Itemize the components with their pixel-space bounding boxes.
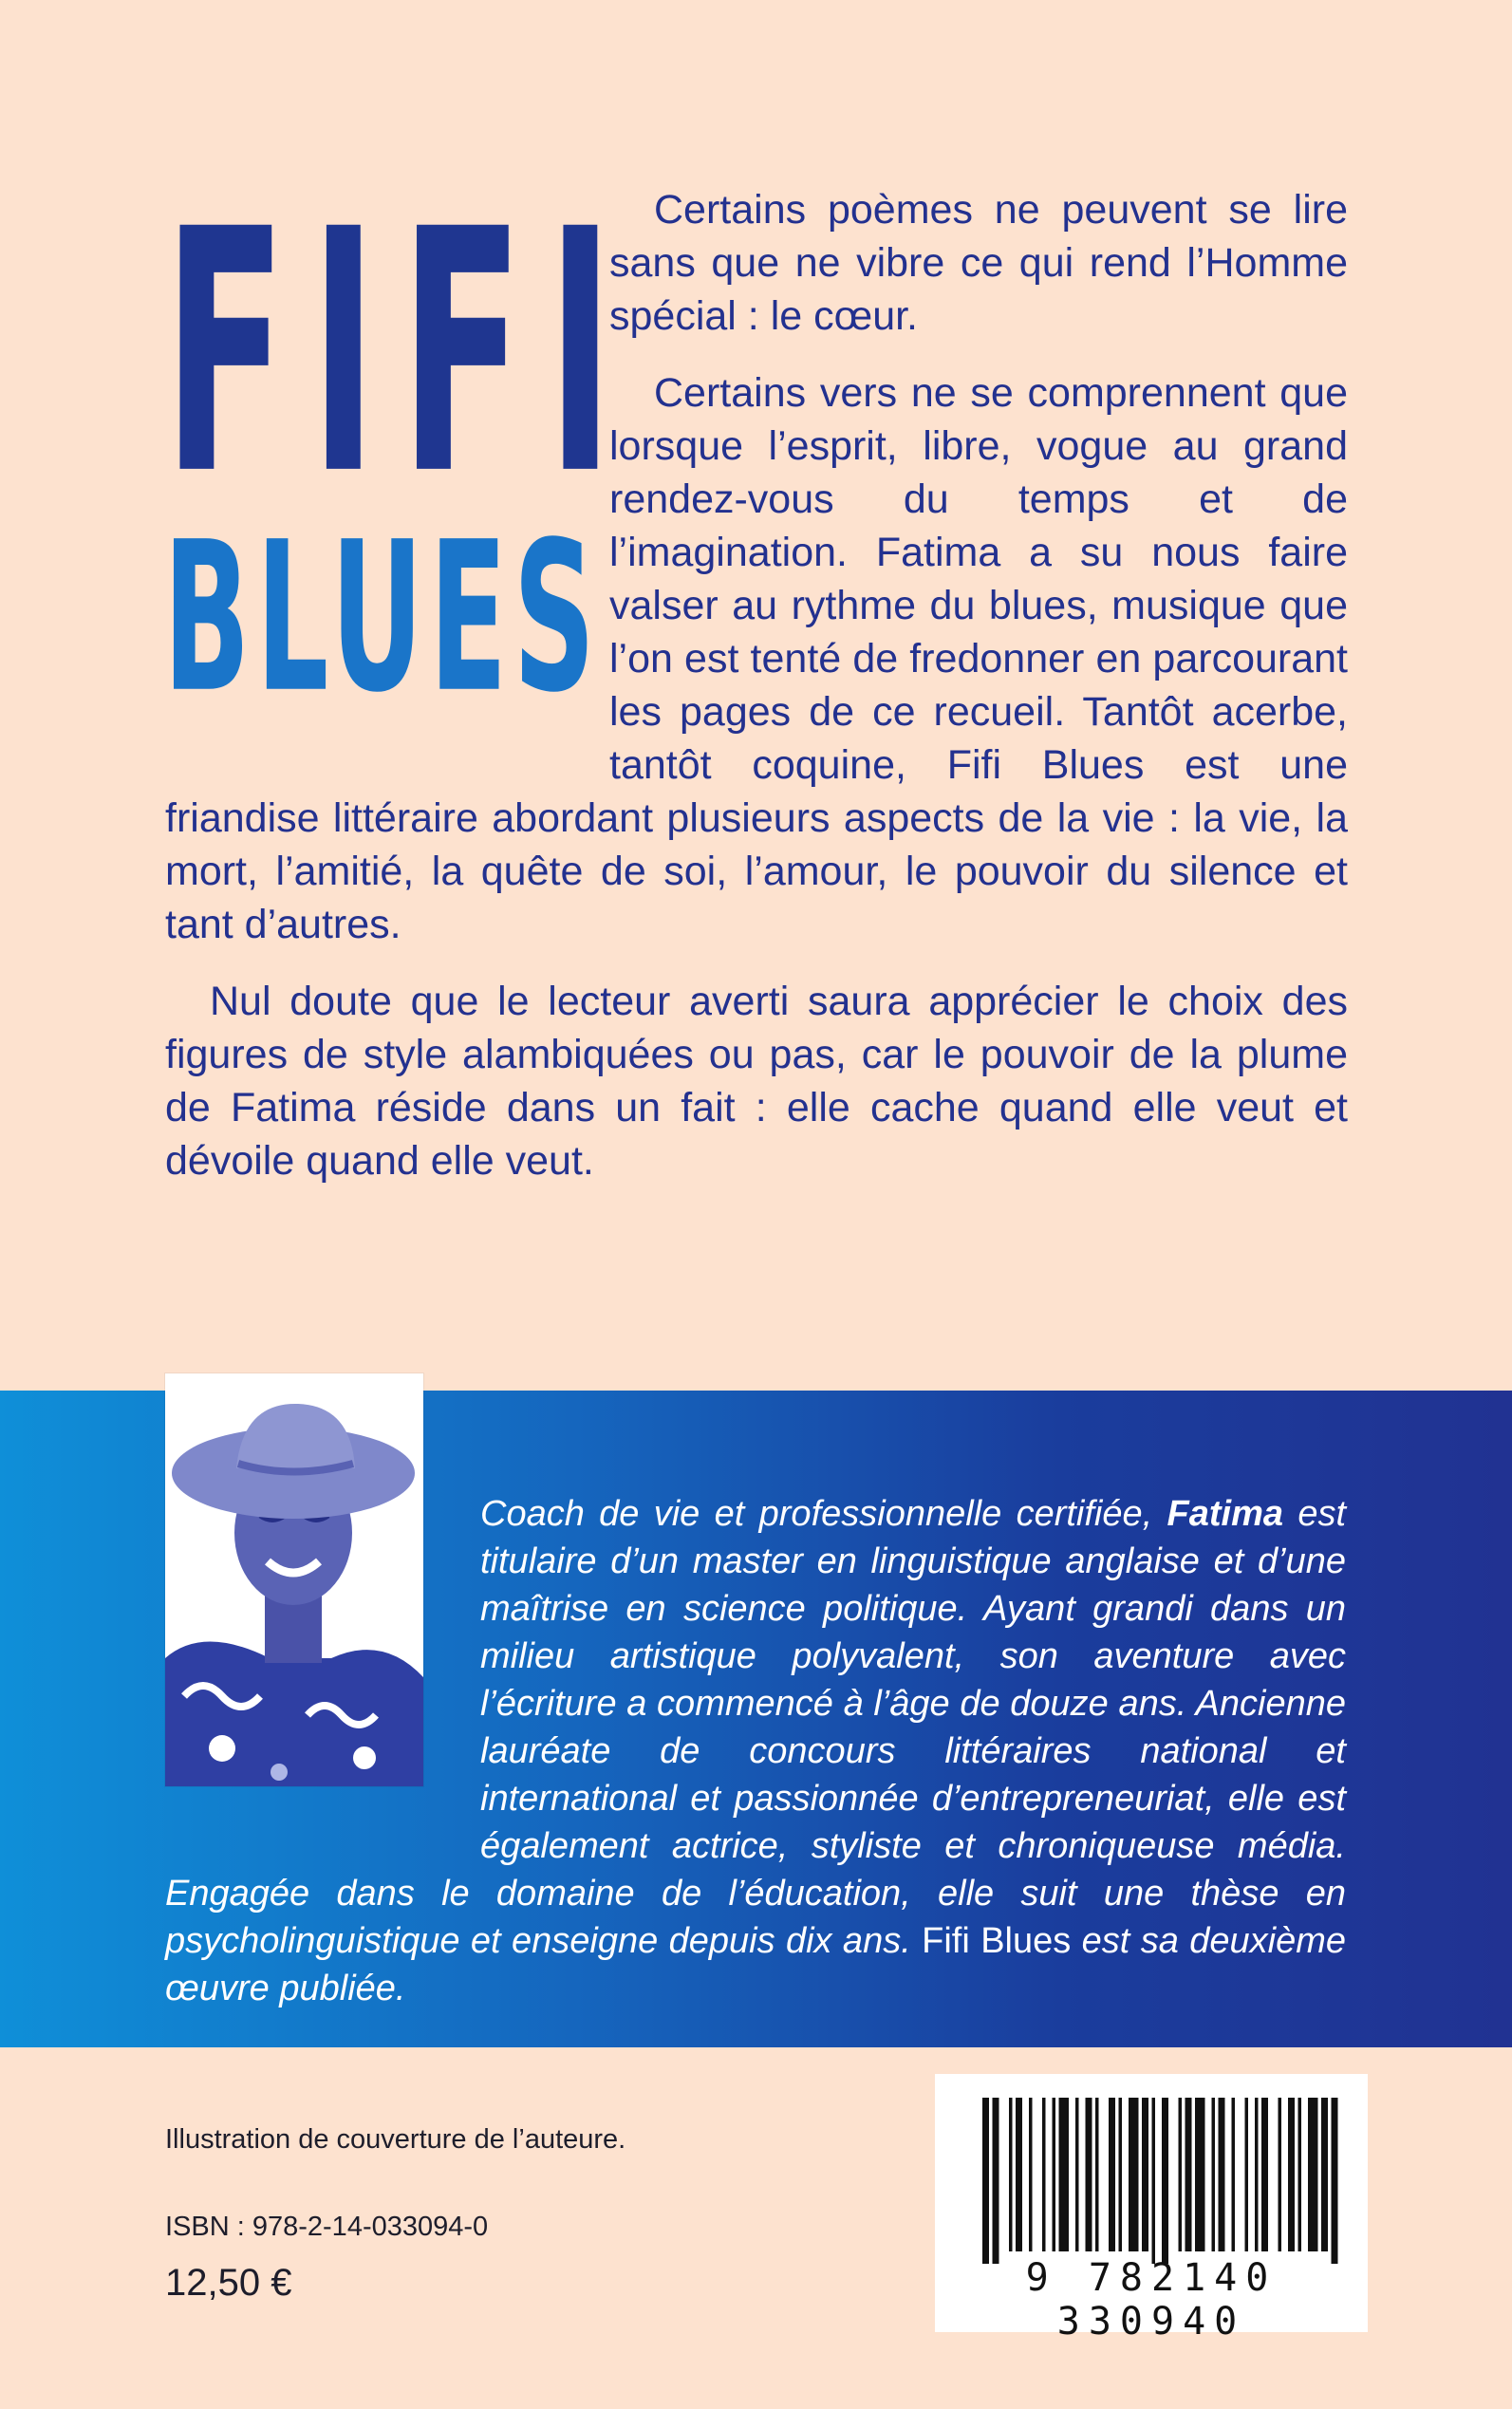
bio-author-name: Fatima (1167, 1494, 1283, 1534)
bio-text-3: est sa deuxième œuvre publiée. (165, 1921, 1346, 2008)
barcode-bar (1086, 2098, 1092, 2251)
barcode-bar (1219, 2098, 1225, 2251)
barcode-bar (1232, 2098, 1236, 2251)
barcode-bar (1288, 2098, 1295, 2251)
blurb-paragraph-1: Certains poèmes ne peuvent se lire sans que ne vibre ce qui rend l’Homme spécial : le cœur. (609, 187, 1348, 339)
barcode-bar (1042, 2098, 1046, 2251)
barcode-bar (1129, 2098, 1139, 2251)
barcode-bar (1185, 2098, 1192, 2251)
barcode (935, 2074, 1368, 2344)
barcode-bar (1195, 2098, 1205, 2251)
blurb (163, 159, 1348, 1187)
barcode-bar (1016, 2098, 1022, 2251)
barcode-digits: 9 782140 330940 (1025, 2256, 1278, 2344)
barcode-bar (1162, 2098, 1168, 2264)
barcode-icon (935, 2074, 1368, 2264)
barcode-bar (1279, 2098, 1282, 2251)
barcode-bar (1029, 2098, 1033, 2251)
barcode-bar (1245, 2098, 1249, 2251)
barcode-bar (982, 2098, 989, 2264)
title-float-space (163, 159, 638, 791)
barcode-bar (1109, 2098, 1115, 2251)
barcode-bar (1053, 2098, 1056, 2251)
barcode-bar (1095, 2098, 1099, 2251)
barcode-bar (1152, 2098, 1156, 2264)
barcode-bar (1119, 2098, 1123, 2251)
blurb-paragraph-2: Certains vers ne se comprennent que lorsque l’esprit, libre, vogue au grand rendez-vous du temps et de l’imagination. Fatima a su nous faire valser au rythme du blues, musique que l’on est tenté de fredonner en parcourant les pages de ce recueil. Tantôt acerbe, tantôt coquine, Fifi Blues est une friandise littéraire abordant plusieurs aspects de la vie : la vie, la mort, l’amitié, la quête de soi, l’amour, le pouvoir du silence et tant d’autres. (165, 370, 1348, 947)
title-line-blues: BLUES (163, 498, 602, 738)
blurb-paragraph-3: Nul doute que le lecteur averti saura apprécier le choix des figures de style alambiquées ou pas, car le pouvoir de la plume de Fatima réside dans un fait : elle cache quand elle veut et dévoile quand elle veut. (165, 979, 1348, 1184)
barcode-bar (1009, 2098, 1013, 2251)
bio-text-2: est titulaire d’un master en linguistique anglaise et d’une maîtrise en science politique. Ayant grandi dans un milieu artistique polyvalent, son aventure avec l’écriture a commencé à l’âge de douze ans. Ancienne lauréate de concours littéraires national et international et passionnée d’entrepreneuriat, elle est également actrice, styliste et chroniqueuse média. Engagée dans le domaine de l’éducation, elle suit une thèse en psycholinguistique et enseigne depuis dix ans. (165, 1494, 1347, 1961)
barcode-bar (1261, 2098, 1268, 2251)
barcode-bar (1059, 2098, 1070, 2251)
illustration-credit: Illustration de couverture de l’auteure. (165, 2124, 626, 2155)
barcode-bar (1321, 2098, 1328, 2251)
photo-float-space (165, 1490, 480, 1860)
isbn: ISBN : 978-2-14-033094-0 (165, 2212, 489, 2242)
bio-text-1: Coach de vie et professionnelle certifiée, (480, 1494, 1167, 1534)
barcode-bar (1179, 2098, 1183, 2251)
barcode-bar (1332, 2098, 1338, 2264)
barcode-bar (1212, 2098, 1216, 2251)
bio-book-title: Fifi Blues (922, 1921, 1072, 1961)
price: 12,50 € (165, 2262, 292, 2304)
barcode-bar (1075, 2098, 1079, 2251)
barcode-bar (1255, 2098, 1259, 2251)
author-bio (165, 1490, 1346, 2012)
barcode-bar (1142, 2098, 1148, 2251)
barcode-bar (1298, 2098, 1302, 2251)
barcode-bar (1308, 2098, 1318, 2251)
title-line-fifi: FIFI (163, 159, 638, 550)
barcode-bar (993, 2098, 999, 2264)
